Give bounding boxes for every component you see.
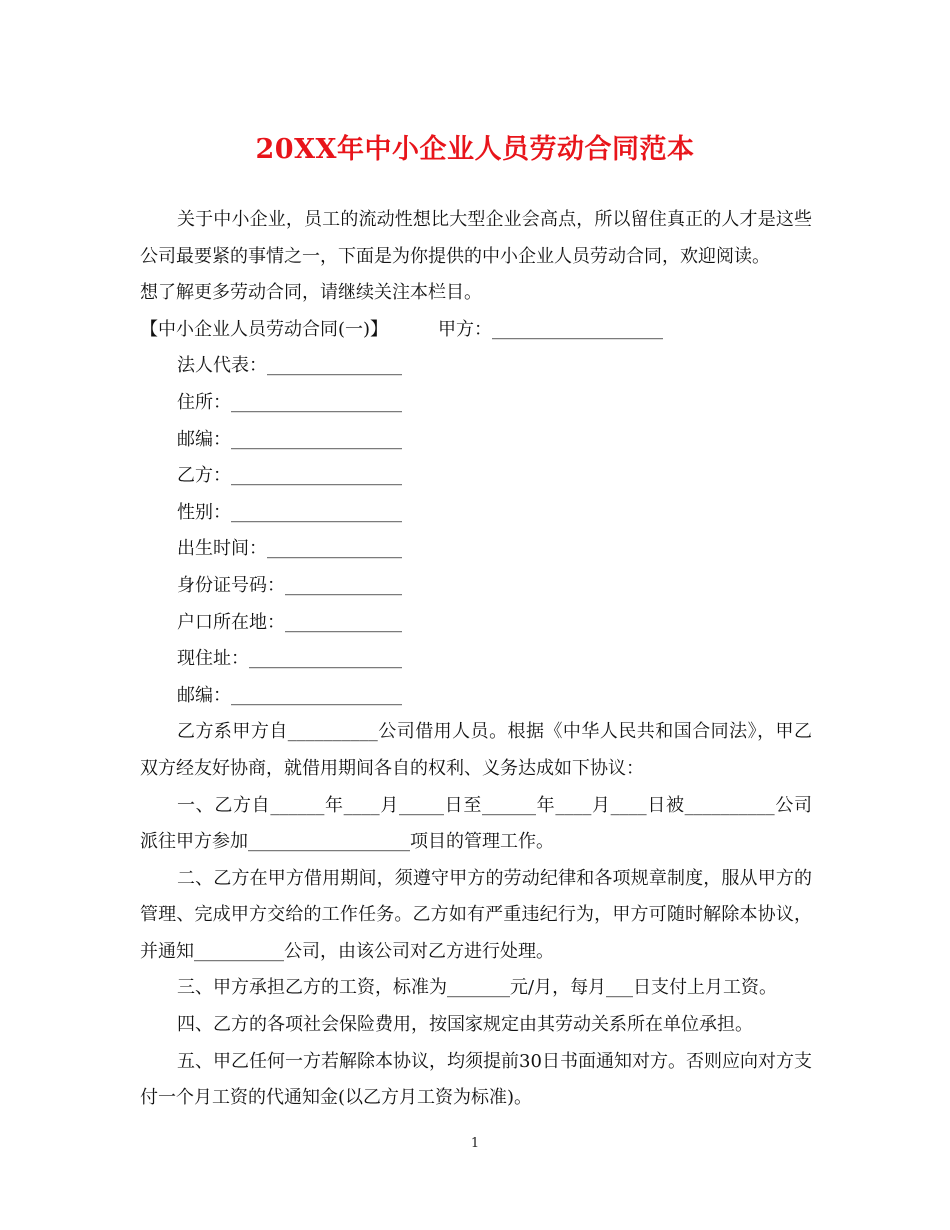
party-b-field: 乙方：___________________ <box>177 465 402 487</box>
clause-4: 四、乙方的各项社会保险费用，按国家规定由其劳动关系所在单位承担。 <box>177 1014 753 1036</box>
birth-date-field: 出生时间：_______________ <box>177 538 402 560</box>
intro-paragraph <box>140 202 812 312</box>
id-number-field: 身份证号码：_____________ <box>177 574 402 596</box>
clause-2: 二、乙方在甲方借用期间，须遵守甲方的劳动纪律和各项规章制度，服从甲方的管理、完成甲方交给的工作任务。乙方如有严重违纪行为，甲方可随时解除本协议，并通知__________公司，由该公司对乙方进行处理。 <box>140 867 812 962</box>
intro-more-text: 想了解更多劳动合同，请继续关注本栏目。 <box>140 282 482 304</box>
party-a-field: 甲方：___________________ <box>438 318 664 340</box>
section-heading: 【中小企业人员劳动合同(一)】 <box>140 318 389 340</box>
postcode-field: 邮编：___________________ <box>177 428 402 450</box>
clause-preamble: 乙方系甲方自__________公司借用人员。根据《中华人民共和国合同法》，甲乙双方经友好协商，就借用期间各自的权利、义务达成如下协议： <box>140 721 812 779</box>
clause-1: 一、乙方自______年____月_____日至______年____月____日被__________公司派往甲方参加__________________项目的管理工作。 <box>140 794 812 853</box>
document-title: 20XX年中小企业人员劳动合同范本 <box>255 134 695 165</box>
page-number: 1 <box>470 1136 480 1151</box>
gender-field: 性别：___________________ <box>177 501 402 523</box>
household-registration-field: 户口所在地：_____________ <box>177 611 402 633</box>
document-body <box>140 202 812 1117</box>
intro-text: 关于中小企业，员工的流动性想比大型企业会高点，所以留住真正的人才是这些公司最要紧的事情之一，下面是为你提供的中小企业人员劳动合同，欢迎阅读。 <box>140 209 812 267</box>
section-heading-line <box>140 312 812 349</box>
postcode-field-2: 邮编：___________________ <box>177 684 402 706</box>
clause-5: 五、甲乙任何一方若解除本协议，均须提前30日书面通知对方。否则应向对方支付一个月工资的代通知金(以乙方月工资为标准)。 <box>140 1050 812 1109</box>
current-address-field: 现住址：_________________ <box>177 648 402 670</box>
clause-3: 三、甲方承担乙方的工资，标准为_______元/月，每月___日支付上月工资。 <box>177 977 778 999</box>
address-field: 住所：___________________ <box>177 391 402 413</box>
legal-rep-field: 法人代表：_______________ <box>177 355 402 377</box>
